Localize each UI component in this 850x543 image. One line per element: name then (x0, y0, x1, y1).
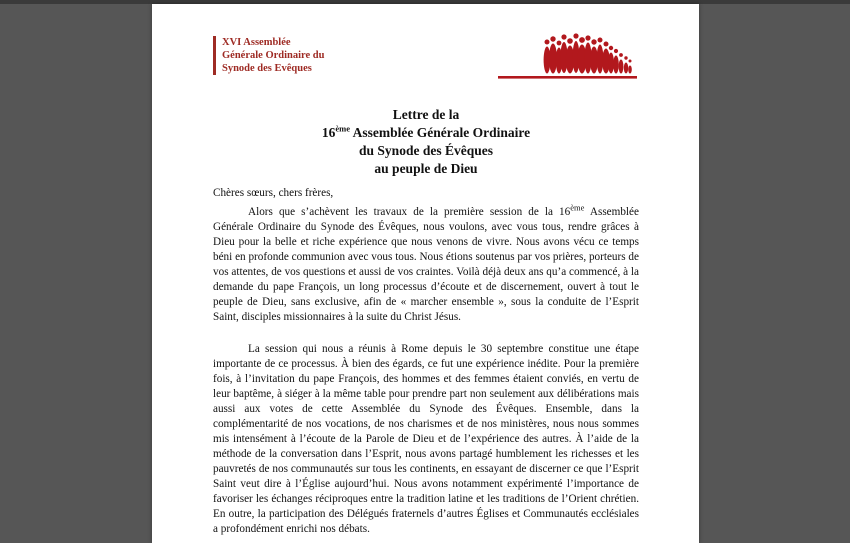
title-line-3: du Synode des Évêques (359, 143, 493, 158)
letterhead-line-2: Générale Ordinaire du (222, 50, 325, 61)
ordinal-superscript: ème (570, 202, 585, 213)
paragraph-1: Alors que s’achèvent les travaux de la première session de la 16ème Assemblée Générale Ordinaire du Synode des Évêques, nous voulons, avec vous tous, rendre grâces à Dieu pour la belle et riche expérience que nous venons de vivre. Nous avons vécu ce temps béni en profonde communion avec vous tous. Nous étions soutenus par vos prières, porteurs de vos attentes, de vos questions et aussi de vos craintes. Voilà déjà deux ans qu’a commencé, à la demande du pape François, un long processus d’écoute et de discernement, ouvert à tout le peuple de Dieu, sans exclusive, afin de « marcher ensemble », sous la conduite de l’Esprit Saint, disciples missionnaires à la suite du Christ Jésus. (213, 202, 639, 323)
title-line-1: Lettre de la (392, 107, 460, 122)
salutation: Chères sœurs, chers frères, (213, 187, 334, 199)
letterhead-line-3: Synode des Evêques (222, 63, 312, 74)
document-title (213, 106, 639, 178)
ordinal-superscript: ème (335, 123, 351, 134)
letterhead-line-1: XVI Assemblée (222, 37, 291, 48)
letterhead (213, 36, 324, 75)
document-page (152, 4, 699, 543)
paragraph-2: La session qui nous a réunis à Rome depuis le 30 septembre constitue une étape importante de ce processus. À bien des égards, ce fut une expérience inédite. Pour la première fois, à l’invitation du pape François, des hommes et des femmes étaient conviés, en vertu de leur baptême, à siéger à la même table pour prendre part non seulement aux délibérations mais aussi aux votes de cette Assemblée du Synode des Évêques. Ensemble, dans la complémentarité de nos vocations, de nos charismes et de nos ministères, nous nous sommes mis intensément à l’écoute de la Parole de Dieu et de l’expérience des autres. À l’aide de la méthode de la conversation dans l’Esprit, nous avons partagé humblement les richesses et les pauvretés de nos communautés sur tous les continents, en essayant de discerner ce que l’Esprit Saint veut dire à l’Église aujourd’hui. Nous avons notamment expérimenté l’importance de favoriser les échanges réciproques entre la tradition latine et les traditions de l’Orient chrétien. En outre, la participation des Délégués fraternels d’autres Églises et Communautés ecclésiales a profondément enrichi nos débats. (213, 343, 639, 535)
title-line-2: 16ème Assemblée Générale Ordinaire (321, 123, 531, 140)
title-line-4: au peuple de Dieu (374, 161, 478, 176)
people-crowd-logo-icon (498, 30, 637, 80)
